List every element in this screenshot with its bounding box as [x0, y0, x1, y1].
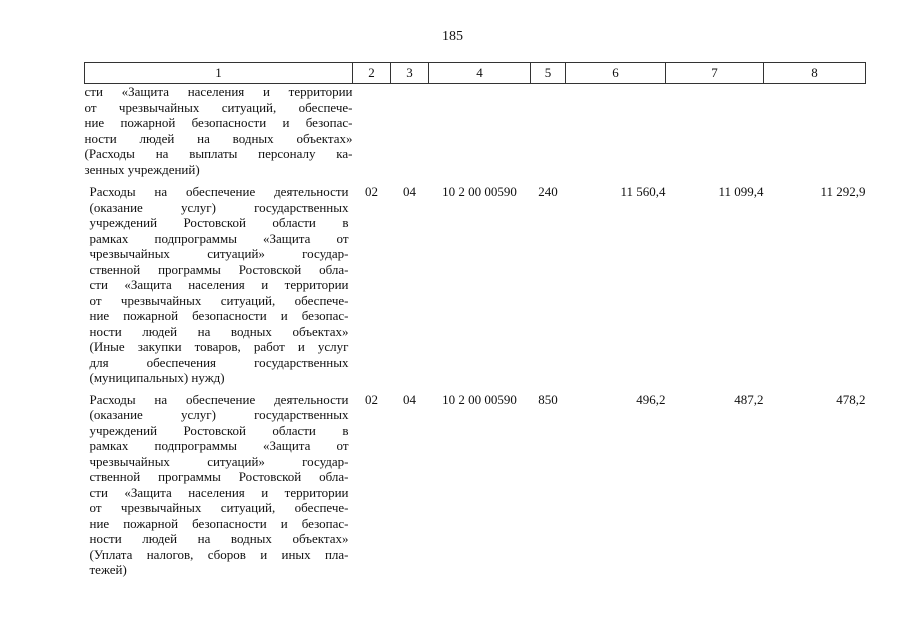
cell-target-code: 10 2 00 00590: [442, 184, 517, 199]
header-col-6: 6: [566, 63, 666, 84]
continuation-description: [85, 84, 353, 184]
description-line: учреждений Ростовской области в: [89, 422, 349, 438]
header-col-3: 3: [391, 63, 429, 84]
table-row: [85, 391, 866, 583]
description-line: ственной программы Ростовской обла-: [89, 469, 349, 484]
description-line: рамках подпрограммы «Защита от: [89, 230, 349, 246]
cell-subsection: 04: [403, 184, 416, 199]
description-line: ние пожарной безопасности и безопас-: [89, 515, 349, 531]
description-line: сти «Защита населения и территории: [89, 484, 349, 500]
cell-amount-col6: 496,2: [636, 391, 666, 407]
cell-amount-col7: 11 099,4: [718, 184, 764, 199]
row-description: [85, 183, 353, 391]
description-line: чрезвычайных ситуаций» государ-: [89, 453, 349, 469]
header-col-5: 5: [531, 63, 566, 84]
page-number: 185: [442, 29, 463, 44]
header-col-1: 1: [85, 63, 353, 84]
description-line: Расходы на обеспечение деятельности: [89, 184, 349, 199]
table-row: [85, 183, 866, 391]
description-line: ственной программы Ростовской обла-: [89, 261, 349, 277]
description-line: сти «Защита населения и территории: [84, 84, 353, 99]
description-line: для обеспечения государственных: [89, 354, 349, 370]
description-line: тежей): [89, 562, 127, 577]
table-row-continuation: [85, 84, 866, 184]
header-col-8: 8: [764, 63, 866, 84]
description-line: зенных учреждений): [84, 161, 200, 177]
cell-target-code: 10 2 00 00590: [442, 391, 517, 407]
table-header-row: [85, 63, 866, 84]
description-line: ности людей на водных объектах»: [89, 531, 349, 546]
description-line: ние пожарной безопасности и безопас-: [84, 115, 353, 130]
header-col-4: 4: [429, 63, 531, 84]
header-col-2: 2: [353, 63, 391, 84]
cell-expense-type: 850: [538, 391, 558, 407]
description-line: от чрезвычайных ситуаций, обеспече-: [84, 99, 353, 115]
description-line: от чрезвычайных ситуаций, обеспече-: [89, 292, 349, 308]
description-line: (Уплата налогов, сборов и иных пла-: [89, 546, 349, 562]
cell-amount-col8: 11 292,9: [820, 184, 866, 199]
description-line: (Иные закупки товаров, работ и услуг: [89, 339, 349, 354]
description-line: Расходы на обеспечение деятельности: [89, 391, 349, 407]
description-line: (оказание услуг) государственных: [89, 407, 349, 422]
description-line: (Расходы на выплаты персоналу ка-: [84, 146, 353, 161]
cell-section: 02: [365, 184, 378, 199]
cell-subsection: 04: [403, 391, 416, 407]
cell-amount-col6: 11 560,4: [620, 184, 666, 199]
description-line: ности людей на водных объектах»: [84, 130, 353, 146]
description-line: от чрезвычайных ситуаций, обеспече-: [89, 500, 349, 515]
description-line: (оказание услуг) государственных: [89, 199, 349, 215]
cell-amount-col8: 478,2: [836, 391, 866, 407]
cell-section: 02: [365, 391, 378, 407]
row-description: [85, 391, 353, 583]
description-line: (муниципальных) нужд): [89, 370, 225, 385]
description-line: учреждений Ростовской области в: [89, 215, 349, 230]
header-col-7: 7: [666, 63, 764, 84]
budget-table: [84, 62, 866, 583]
cell-amount-col7: 487,2: [734, 391, 764, 407]
description-line: сти «Защита населения и территории: [89, 277, 349, 292]
description-line: ние пожарной безопасности и безопас-: [89, 308, 349, 323]
description-line: ности людей на водных объектах»: [89, 323, 349, 339]
description-line: чрезвычайных ситуаций» государ-: [89, 246, 349, 261]
cell-expense-type: 240: [538, 184, 558, 199]
description-line: рамках подпрограммы «Защита от: [89, 438, 349, 453]
